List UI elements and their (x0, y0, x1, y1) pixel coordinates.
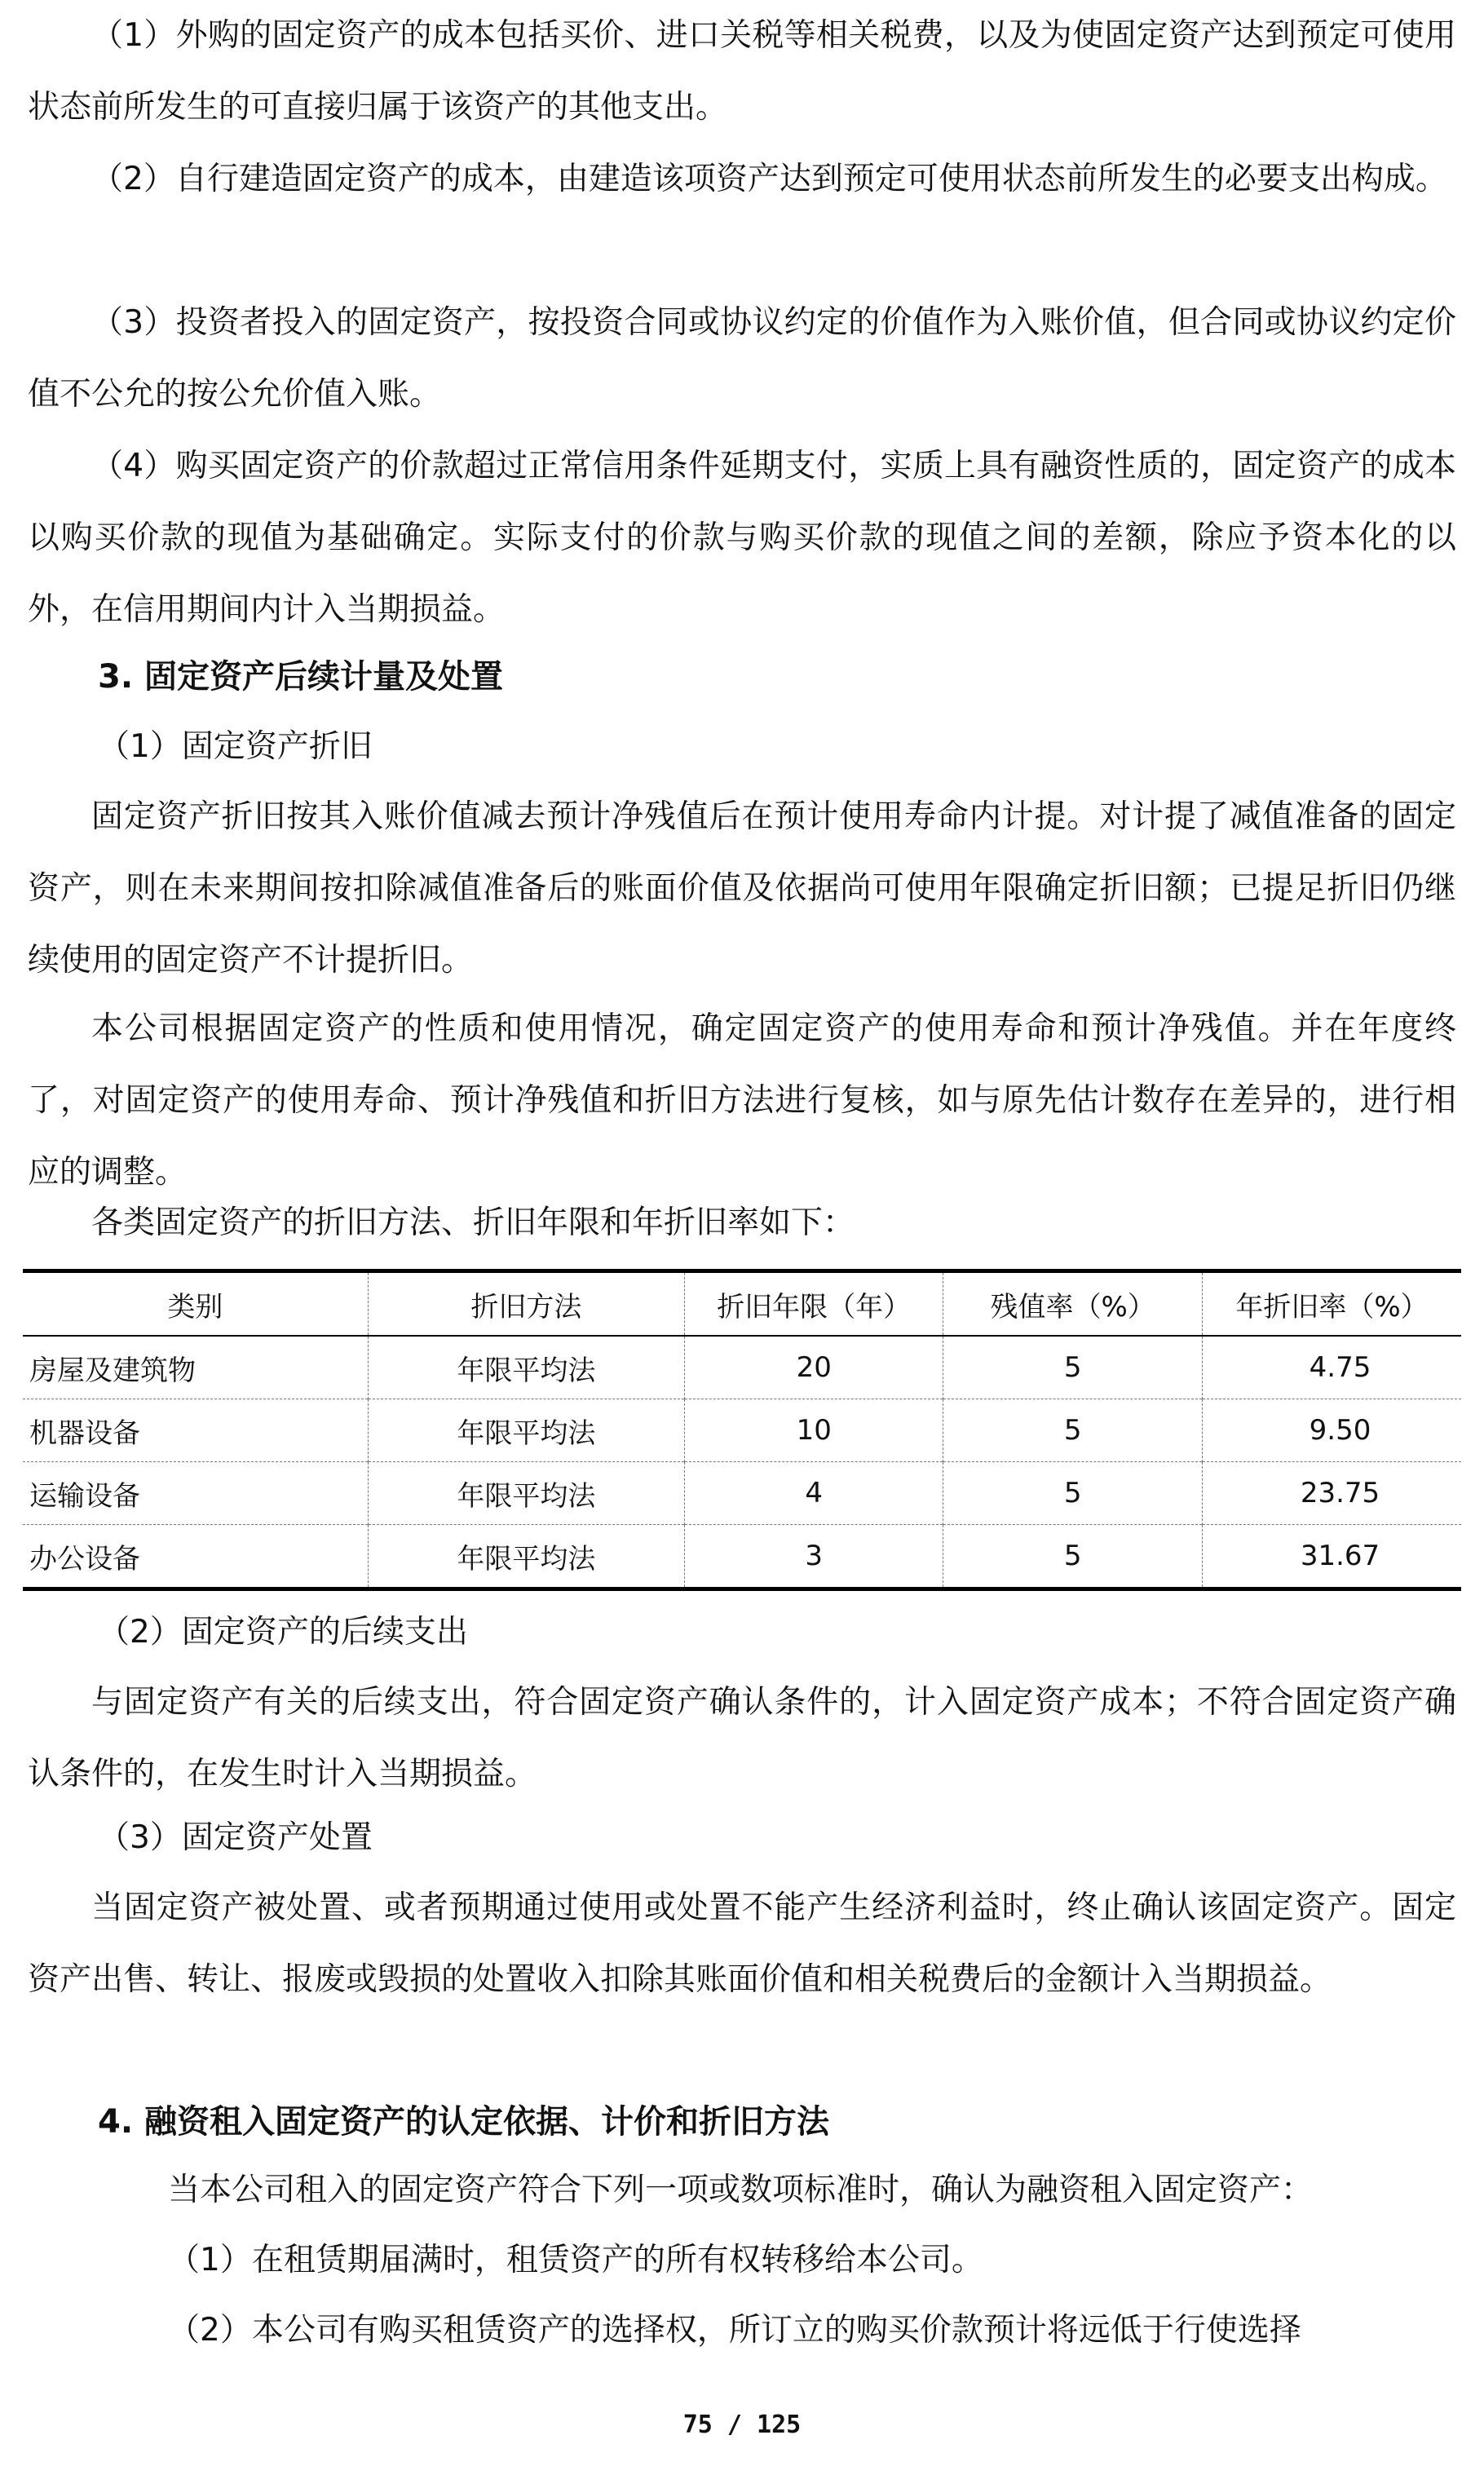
column-header-annual-rate: 年折旧率（%） (1202, 1271, 1461, 1337)
cell-method: 年限平均法 (368, 1525, 684, 1589)
paragraph-deferred-payment: （4）购买固定资产的价款超过正常信用条件延期支付，实质上具有融资性质的，固定资产的成本以购买价款的现值为基础确定。实际支付的价款与购买价款的现值之间的差额，除应予资本化的以外，在信用期间内计入当期损益。 (28, 448, 1456, 628)
cell-category: 运输设备 (29, 1479, 140, 1513)
paragraph-criterion-2: （2）本公司有购买租赁资产的选择权，所订立的购买价款预计将远低于行使选择 (168, 2312, 1301, 2349)
table-row (23, 1462, 1461, 1525)
cell-years: 4 (684, 1462, 943, 1525)
table-row (23, 1336, 1461, 1399)
cell-method: 年限平均法 (368, 1462, 684, 1525)
table-row (23, 1525, 1461, 1589)
cell-residual-rate: 5 (943, 1462, 1203, 1525)
paragraph-criterion-1: （1）在租赁期届满时，租赁资产的所有权转移给本公司。 (168, 2242, 983, 2278)
paragraph-purchased-assets: （1）外购的固定资产的成本包括买价、进口关税等相关税费，以及为使固定资产达到预定可使用状态前所发生的可直接归属于该资产的其他支出。 (28, 17, 1456, 126)
subheading-subsequent-expenditure: （2）固定资产的后续支出 (98, 1614, 468, 1651)
cell-residual-rate: 5 (943, 1525, 1203, 1589)
subheading-depreciation: （1）固定资产折旧 (98, 728, 373, 765)
cell-method: 年限平均法 (368, 1336, 684, 1399)
cell-residual-rate: 5 (943, 1336, 1203, 1399)
cell-residual-rate: 5 (943, 1399, 1203, 1462)
paragraph-table-intro: 各类固定资产的折旧方法、折旧年限和年折旧率如下： (91, 1204, 855, 1241)
cell-years: 10 (684, 1399, 943, 1462)
table-row (23, 1399, 1461, 1462)
section-heading-4: 4. 融资租入固定资产的认定依据、计价和折旧方法 (98, 2103, 829, 2141)
cell-annual-rate: 9.50 (1202, 1399, 1461, 1462)
column-header-category: 类别 (167, 1290, 223, 1324)
cell-category: 机器设备 (29, 1416, 140, 1450)
cell-category: 房屋及建筑物 (29, 1354, 196, 1387)
paragraph-subsequent-expenditure: 与固定资产有关的后续支出，符合固定资产确认条件的，计入固定资产成本；不符合固定资产确认条件的，在发生时计入当期损益。 (28, 1684, 1456, 1792)
column-header-residual-rate: 残值率（%） (943, 1271, 1203, 1337)
cell-category: 办公设备 (29, 1542, 140, 1576)
paragraph-investor-assets: （3）投资者投入的固定资产，按投资合同或协议约定的价值作为入账价值，但合同或协议约定价值不公允的按公允价值入账。 (28, 304, 1456, 413)
cell-annual-rate: 23.75 (1202, 1462, 1461, 1525)
page-number: 75 / 125 (682, 2411, 802, 2439)
cell-annual-rate: 31.67 (1202, 1525, 1461, 1589)
column-header-method: 折旧方法 (368, 1271, 684, 1337)
paragraph-disposal: 当固定资产被处置、或者预期通过使用或处置不能产生经济利益时，终止确认该固定资产。固定资产出售、转让、报废或毁损的处置收入扣除其账面价值和相关税费后的金额计入当期损益。 (28, 1889, 1456, 1998)
cell-years: 20 (684, 1336, 943, 1399)
section-heading-3: 3. 固定资产后续计量及处置 (98, 658, 503, 696)
column-header-years: 折旧年限（年） (684, 1271, 943, 1337)
paragraph-depreciation-policy: 固定资产折旧按其入账价值减去预计净残值后在预计使用寿命内计提。对计提了减值准备的固定资产，则在未来期间按扣除减值准备后的账面价值及依据尚可使用年限确定折旧额；已提足折旧仍继续使用的固定资产不计提折旧。 (28, 798, 1456, 979)
cell-years: 3 (684, 1525, 943, 1589)
paragraph-finance-lease-criteria: 当本公司租入的固定资产符合下列一项或数项标准时，确认为融资租入固定资产： (168, 2172, 1314, 2208)
depreciation-table (23, 1269, 1461, 1591)
paragraph-self-built-assets: （2）自行建造固定资产的成本，由建造该项资产达到预定可使用状态前所发生的必要支出构成。 (91, 161, 1447, 197)
paragraph-useful-life-review: 本公司根据固定资产的性质和使用情况，确定固定资产的使用寿命和预计净残值。并在年度终了，对固定资产的使用寿命、预计净残值和折旧方法进行复核，如与原先估计数存在差异的，进行相应的调整。 (28, 1010, 1456, 1191)
table-header-row (23, 1271, 1461, 1337)
cell-annual-rate: 4.75 (1202, 1336, 1461, 1399)
cell-method: 年限平均法 (368, 1399, 684, 1462)
subheading-disposal: （3）固定资产处置 (98, 1819, 373, 1856)
